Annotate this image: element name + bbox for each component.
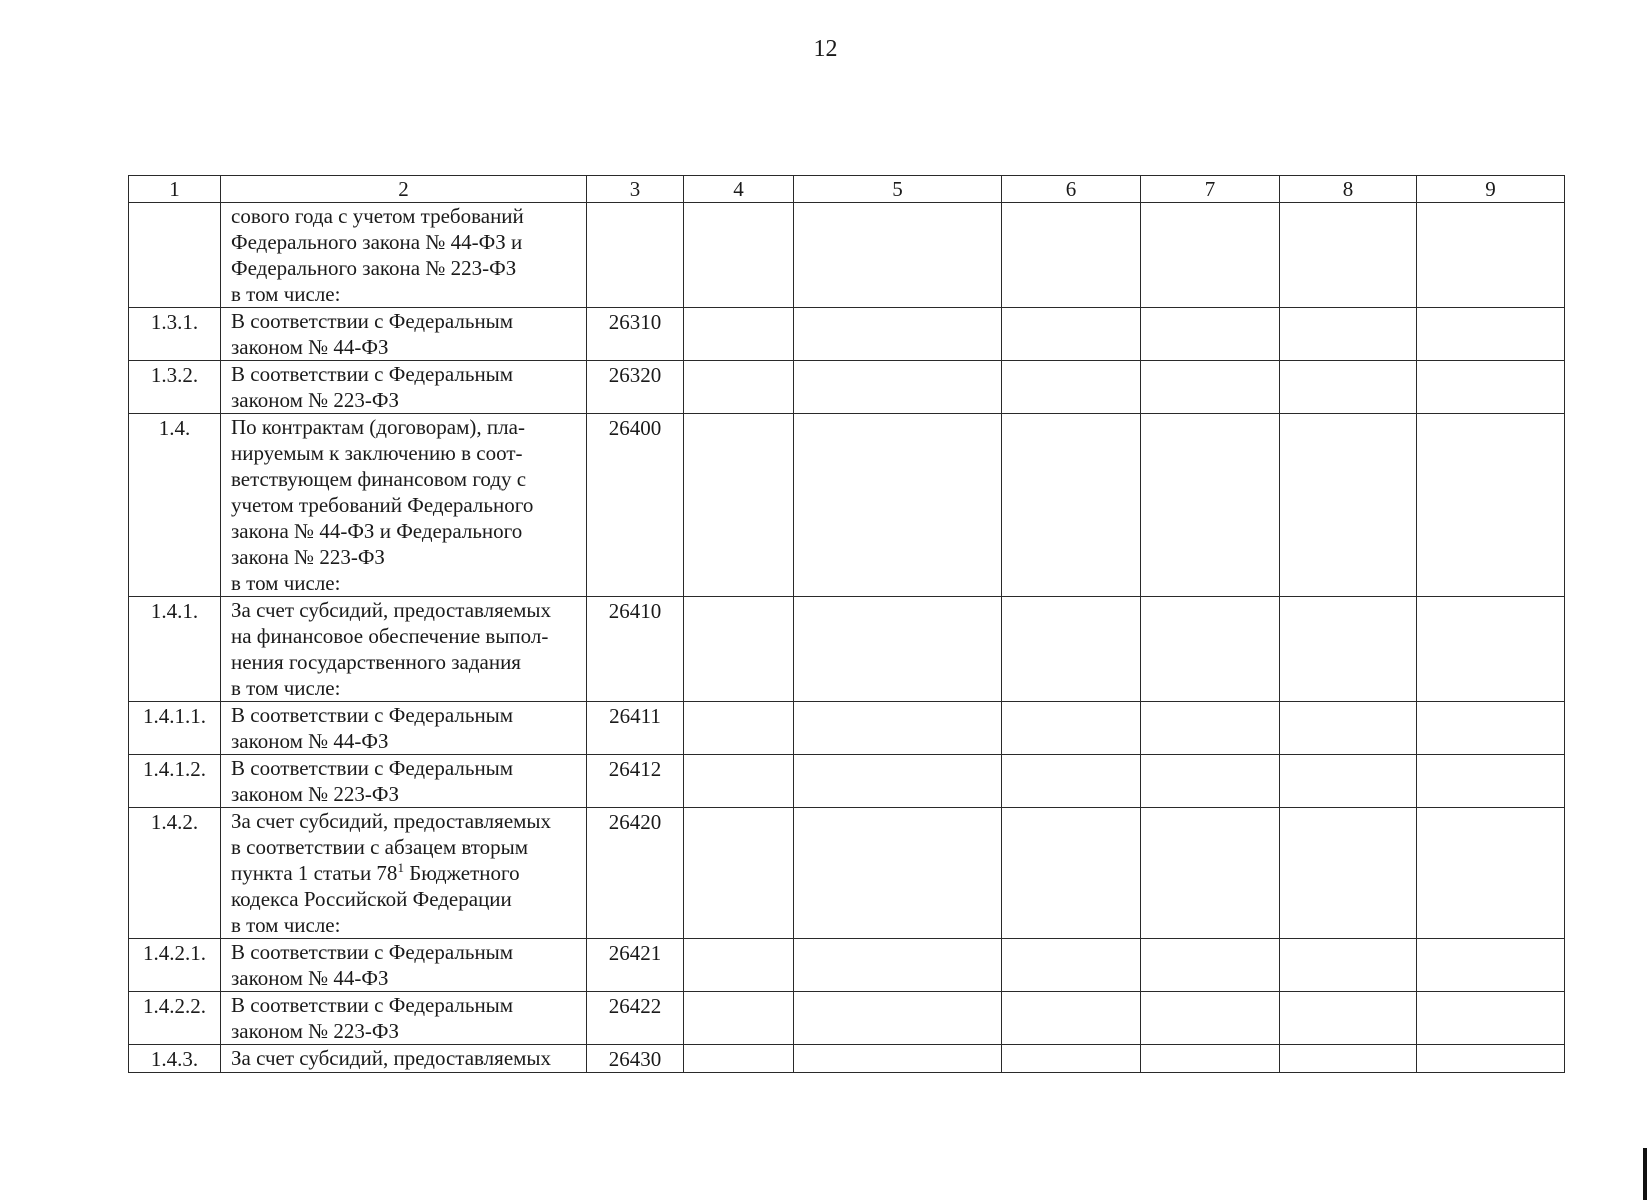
description-line: в том числе: [231,676,341,700]
empty-cell-col-8 [1280,939,1417,992]
empty-cell-col-6 [1002,361,1141,414]
row-code: 26320 [587,361,684,414]
description-line: За счет субсидий, предоставляемых [231,1046,552,1070]
row-description [221,361,587,414]
empty-cell-col-8 [1280,597,1417,702]
description-line: закона № 44-ФЗ и Федерального [231,519,523,543]
row-description [221,808,587,939]
description-line: законом № 223-ФЗ [231,1019,400,1043]
description-line: В соответствии с Федеральным [231,703,514,727]
empty-cell-col-7 [1141,414,1280,597]
description-line: Федерального закона № 223-ФЗ [231,256,517,280]
row-description [221,597,587,702]
table-row [129,939,1565,992]
row-code: 26400 [587,414,684,597]
empty-cell-col-5 [794,414,1002,597]
empty-cell-col-5 [794,808,1002,939]
description-line: Федерального закона № 44-ФЗ и [231,230,523,254]
empty-cell-col-4 [684,308,794,361]
empty-cell-col-6 [1002,755,1141,808]
empty-cell-col-8 [1280,203,1417,308]
row-number [129,203,221,308]
empty-cell-col-8 [1280,755,1417,808]
column-header-5: 5 [794,176,1002,203]
empty-cell-col-5 [794,992,1002,1045]
table-row [129,702,1565,755]
empty-cell-col-4 [684,597,794,702]
empty-cell-col-6 [1002,992,1141,1045]
description-line: законом № 44-ФЗ [231,966,389,990]
empty-cell-col-6 [1002,702,1141,755]
empty-cell-col-9 [1417,992,1565,1045]
empty-cell-col-9 [1417,597,1565,702]
description-line: в соответствии с абзацем вторым [231,835,529,859]
empty-cell-col-8 [1280,808,1417,939]
description-line: За счет субсидий, предоставляемых [231,809,552,833]
row-code: 26310 [587,308,684,361]
row-code: 26420 [587,808,684,939]
row-number: 1.4.2.2. [129,992,221,1045]
empty-cell-col-8 [1280,1045,1417,1073]
empty-cell-col-9 [1417,939,1565,992]
row-number: 1.4.1.2. [129,755,221,808]
empty-cell-col-4 [684,1045,794,1073]
column-number-row [129,176,1565,203]
empty-cell-col-8 [1280,308,1417,361]
empty-cell-col-5 [794,203,1002,308]
empty-cell-col-8 [1280,414,1417,597]
description-line: сового года с учетом требований [231,204,524,228]
table-row [129,992,1565,1045]
description-line [231,860,584,886]
description-line: законом № 223-ФЗ [231,782,400,806]
empty-cell-col-4 [684,702,794,755]
description-line: нируемым к заключению в соот- [231,441,523,465]
description-line: кодекса Российской Федерации [231,887,512,911]
description-line: законом № 223-ФЗ [231,388,400,412]
empty-cell-col-5 [794,597,1002,702]
empty-cell-col-9 [1417,203,1565,308]
empty-cell-col-6 [1002,203,1141,308]
description-line: законом № 44-ФЗ [231,729,389,753]
description-line: на финансовое обеспечение выпол- [231,624,549,648]
empty-cell-col-4 [684,939,794,992]
table-row [129,755,1565,808]
empty-cell-col-7 [1141,203,1280,308]
empty-cell-col-5 [794,308,1002,361]
row-description [221,1045,587,1073]
report-table [128,175,1565,1073]
table-row [129,361,1565,414]
row-description [221,939,587,992]
empty-cell-col-7 [1141,597,1280,702]
table-row [129,597,1565,702]
table-body [129,203,1565,1073]
row-number: 1.3.2. [129,361,221,414]
empty-cell-col-7 [1141,755,1280,808]
table-row [129,1045,1565,1073]
empty-cell-col-6 [1002,1045,1141,1073]
empty-cell-col-4 [684,414,794,597]
empty-cell-col-5 [794,702,1002,755]
column-header-6: 6 [1002,176,1141,203]
empty-cell-col-7 [1141,939,1280,992]
row-description [221,702,587,755]
row-code: 26410 [587,597,684,702]
empty-cell-col-4 [684,755,794,808]
empty-cell-col-7 [1141,361,1280,414]
column-header-8: 8 [1280,176,1417,203]
row-code [587,203,684,308]
table-row [129,308,1565,361]
description-line: закона № 223-ФЗ [231,545,385,569]
column-header-2: 2 [221,176,587,203]
description-line: законом № 44-ФЗ [231,335,389,359]
row-description [221,414,587,597]
description-line: В соответствии с Федеральным [231,362,514,386]
empty-cell-col-8 [1280,702,1417,755]
description-line: В соответствии с Федеральным [231,756,514,780]
empty-cell-col-5 [794,755,1002,808]
row-number: 1.4.1.1. [129,702,221,755]
row-code: 26421 [587,939,684,992]
table-row [129,203,1565,308]
description-line-text: Бюджетного [403,861,520,885]
column-header-7: 7 [1141,176,1280,203]
empty-cell-col-9 [1417,702,1565,755]
row-number: 1.4. [129,414,221,597]
empty-cell-col-6 [1002,597,1141,702]
row-code: 26430 [587,1045,684,1073]
description-line: В соответствии с Федеральным [231,940,514,964]
description-line: учетом требований Федерального [231,493,534,517]
row-code: 26411 [587,702,684,755]
description-line: в том числе: [231,913,341,937]
empty-cell-col-9 [1417,308,1565,361]
empty-cell-col-6 [1002,808,1141,939]
column-header-1: 1 [129,176,221,203]
empty-cell-col-9 [1417,808,1565,939]
description-line: в том числе: [231,571,341,595]
table-row [129,414,1565,597]
empty-cell-col-4 [684,361,794,414]
row-code: 26422 [587,992,684,1045]
empty-cell-col-7 [1141,1045,1280,1073]
row-number: 1.4.1. [129,597,221,702]
empty-cell-col-4 [684,992,794,1045]
table-row [129,808,1565,939]
empty-cell-col-5 [794,939,1002,992]
description-line: нения государственного задания [231,650,521,674]
empty-cell-col-5 [794,1045,1002,1073]
description-line: По контрактам (договорам), пла- [231,415,525,439]
row-description [221,203,587,308]
empty-cell-col-6 [1002,939,1141,992]
article-superscript: 1 [397,860,404,875]
description-line: В соответствии с Федеральным [231,309,514,333]
empty-cell-col-7 [1141,308,1280,361]
page-number: 12 [813,36,838,62]
empty-cell-col-9 [1417,755,1565,808]
column-header-9: 9 [1417,176,1565,203]
empty-cell-col-8 [1280,361,1417,414]
empty-cell-col-4 [684,808,794,939]
description-line: в том числе: [231,282,341,306]
column-header-3: 3 [587,176,684,203]
row-number: 1.4.2. [129,808,221,939]
row-number: 1.4.3. [129,1045,221,1073]
description-line: За счет субсидий, предоставляемых [231,598,552,622]
empty-cell-col-6 [1002,308,1141,361]
empty-cell-col-7 [1141,992,1280,1045]
empty-cell-col-9 [1417,361,1565,414]
empty-cell-col-9 [1417,414,1565,597]
empty-cell-col-6 [1002,414,1141,597]
empty-cell-col-4 [684,203,794,308]
empty-cell-col-9 [1417,1045,1565,1073]
row-description [221,308,587,361]
empty-cell-col-5 [794,361,1002,414]
scan-edge-mark [1643,1148,1647,1200]
empty-cell-col-7 [1141,702,1280,755]
description-line: ветствующем финансовом году с [231,467,527,491]
row-code: 26412 [587,755,684,808]
description-line-text: пункта 1 статьи 78 [231,861,398,885]
row-description [221,755,587,808]
row-number: 1.4.2.1. [129,939,221,992]
empty-cell-col-7 [1141,808,1280,939]
column-header-4: 4 [684,176,794,203]
row-description [221,992,587,1045]
row-number: 1.3.1. [129,308,221,361]
description-line: В соответствии с Федеральным [231,993,514,1017]
empty-cell-col-8 [1280,992,1417,1045]
